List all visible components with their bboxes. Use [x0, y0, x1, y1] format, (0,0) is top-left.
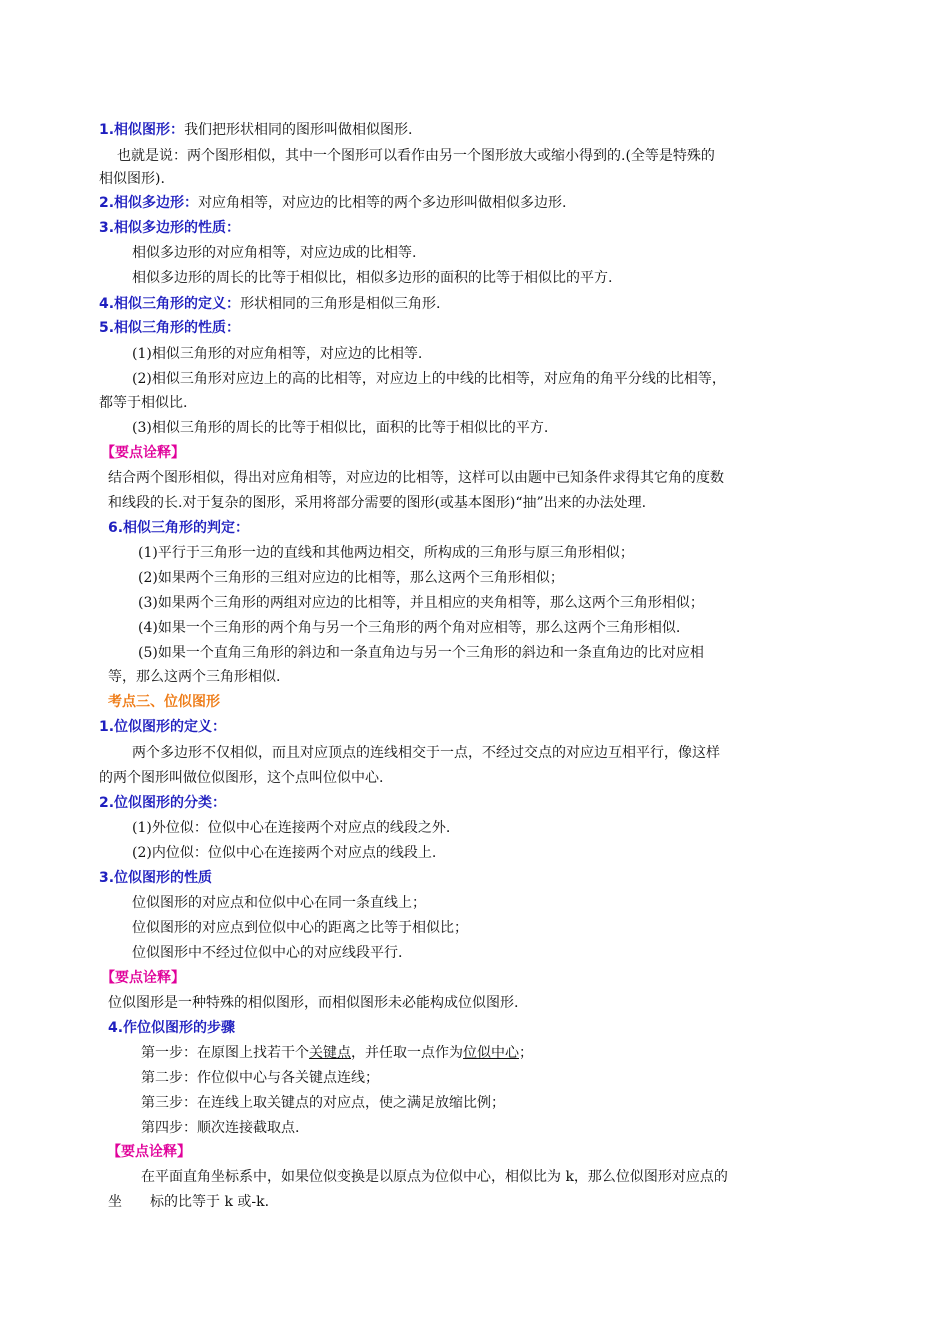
list-item-continuation: 等，那么这两个三角形相似.	[108, 669, 281, 685]
paragraph-line: 相似多边形的周长的比等于相似比，相似多边形的面积的比等于相似比的平方.	[132, 270, 613, 286]
heading-text: 6.相似三角形的判定：	[108, 520, 250, 536]
step-3: 第三步：在连线上取关键点的对应点，使之满足放缩比例；	[141, 1095, 505, 1111]
heading-triangle-properties	[99, 318, 240, 338]
section-similar-figures	[99, 120, 413, 140]
heading-text: 3.位似图形的性质	[99, 870, 213, 886]
heading-homothetic-definition	[99, 717, 226, 737]
heading-similar-polygons: 2.相似多边形：	[99, 195, 199, 211]
list-item: (2)相似三角形对应边上的高的比相等，对应边上的中线的比相等，对应角的角平分线的比相等，	[132, 371, 726, 387]
key-point-label: 【要点诠释】	[101, 970, 185, 986]
paragraph-line: 位似图形是一种特殊的相似图形，而相似图形未必能构成位似图形.	[108, 995, 519, 1011]
list-item: (3)相似三角形的周长的比等于相似比，面积的比等于相似比的平方.	[132, 420, 549, 436]
heading-text: 1.位似图形的定义：	[99, 719, 227, 735]
underlined-term: 关键点	[309, 1045, 351, 1061]
topic-heading-homothetic: 考点三、位似图形	[108, 694, 220, 710]
step-4: 第四步：顺次连接截取点.	[141, 1120, 300, 1136]
heading-text: 5.相似三角形的性质：	[99, 320, 241, 336]
paragraph-line: 位似图形的对应点和位似中心在同一条直线上；	[132, 895, 426, 911]
heading-homothetic-types	[99, 793, 226, 813]
key-point-label: 【要点诠释】	[107, 1144, 191, 1160]
key-point-label: 【要点诠释】	[101, 445, 185, 461]
list-item-continuation: 都等于相似比.	[99, 395, 188, 411]
definition-text: 对应角相等，对应边的比相等的两个多边形叫做相似多边形.	[198, 195, 567, 211]
paragraph-line: 位似图形中不经过位似中心的对应线段平行.	[132, 945, 403, 961]
list-item: (1)外位似：位似中心在连接两个对应点的线段之外.	[132, 820, 451, 836]
list-item: (2)内位似：位似中心在连接两个对应点的线段上.	[132, 845, 437, 861]
step-1	[141, 1043, 533, 1063]
heading-homothetic-properties	[99, 868, 212, 888]
paragraph-line	[108, 1192, 269, 1212]
heading-construction-steps	[108, 1018, 235, 1038]
definition-text: 形状相同的三角形是相似三角形.	[240, 296, 441, 312]
heading-text: 3.相似多边形的性质：	[99, 220, 241, 236]
underlined-term: 位似中心	[463, 1045, 519, 1061]
step-text: ；	[519, 1045, 533, 1061]
definition-text: 我们把形状相同的图形叫做相似图形.	[184, 122, 413, 138]
paragraph-line: 的两个图形叫做位似图形，这个点叫位似中心.	[99, 770, 384, 786]
paragraph-line: 相似图形).	[99, 171, 165, 187]
paragraph-line: 在平面直角坐标系中，如果位似变换是以原点为位似中心，相似比为 k，那么位似图形对应点的	[141, 1169, 728, 1185]
heading-triangle-criteria	[108, 518, 249, 538]
list-item: (3)如果两个三角形的两组对应边的比相等，并且相应的夹角相等，那么这两个三角形相似；	[138, 595, 704, 611]
section-similar-polygons	[99, 193, 567, 213]
paragraph-line: 两个多边形不仅相似，而且对应顶点的连线相交于一点，不经过交点的对应边互相平行，像这样	[132, 745, 720, 761]
paragraph-line: 位似图形的对应点到位似中心的距离之比等于相似比；	[132, 920, 468, 936]
heading-text: 4.作位似图形的步骤	[108, 1020, 236, 1036]
heading-triangle-definition: 4.相似三角形的定义：	[99, 296, 241, 312]
list-item: (2)如果两个三角形的三组对应边的比相等，那么这两个三角形相似；	[138, 570, 564, 586]
paragraph-line: 也就是说：两个图形相似，其中一个图形可以看作由另一个图形放大或缩小得到的.(全等是特殊的	[117, 148, 715, 164]
paragraph-line: 结合两个图形相似，得出对应角相等，对应边的比相等，这样可以由题中已知条件求得其它角的度数	[108, 470, 724, 486]
list-item: (5)如果一个直角三角形的斜边和一条直角边与另一个三角形的斜边和一条直角边的比对应相	[138, 645, 704, 661]
step-text: 第一步：在原图上找若干个	[141, 1045, 309, 1061]
line-fragment: 标的比等于 k 或-k.	[150, 1194, 270, 1210]
step-text: ，并任取一点作为	[351, 1045, 463, 1061]
list-item: (1)相似三角形的对应角相等，对应边的比相等.	[132, 346, 423, 362]
heading-polygon-properties	[99, 218, 240, 238]
paragraph-line: 相似多边形的对应角相等，对应边成的比相等.	[132, 245, 417, 261]
list-item: (4)如果一个三角形的两个角与另一个三角形的两个角对应相等，那么这两个三角形相似.	[138, 620, 681, 636]
heading-similar-figures: 1.相似图形：	[99, 122, 185, 138]
step-2: 第二步：作位似中心与各关键点连线；	[141, 1070, 379, 1086]
heading-text: 2.位似图形的分类：	[99, 795, 227, 811]
paragraph-line: 和线段的长.对于复杂的图形，采用将部分需要的图形(或基本图形)“抽”出来的办法处理.	[108, 495, 647, 511]
list-item: (1)平行于三角形一边的直线和其他两边相交，所构成的三角形与原三角形相似；	[138, 545, 634, 561]
section-triangle-definition	[99, 294, 441, 314]
line-fragment: 坐	[108, 1194, 122, 1210]
